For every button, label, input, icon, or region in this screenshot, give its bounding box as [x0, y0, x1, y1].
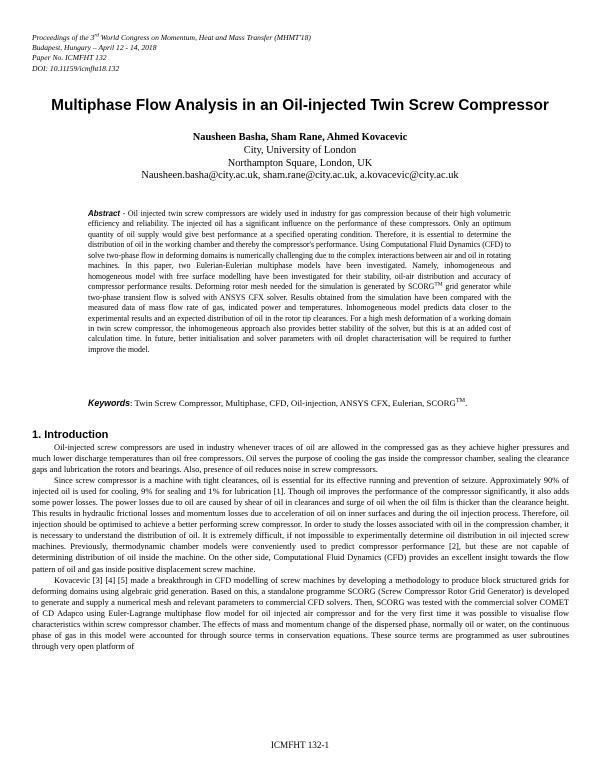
- author-block: [20, 132, 580, 183]
- keywords-text: : Twin Screw Compressor, Multiphase, CFD, Oil-injection, ANSYS CFX, Eulerian, SCORG: [130, 398, 456, 408]
- section-body: [32, 442, 569, 652]
- page-footer: ICMFHT 132-1: [270, 740, 330, 750]
- trademark-sup: TM: [434, 281, 443, 288]
- abstract-label: Abstract: [88, 209, 121, 218]
- author-emails: Nausheen.basha@city.ac.uk, sham.rane@city.ac.uk, a.kovacevic@city.ac.uk: [141, 170, 459, 182]
- author-names: Nausheen Basha, Sham Rane, Ahmed Kovacevic: [192, 132, 408, 143]
- abstract-text-1: - Oil injected twin screw compressors are widely used in industry for gas compression because of their high volumetric efficiency and reliability. The injected oil has a significant influence on the performance of these compressors. Only an optimum quantity of oil supply would give best performance at a specified operating condition. Therefore, it is essential to determine the distribution of oil in the working chamber and thereby the compressor's performance. Using Computational Fluid Dynamics (CFD) to solve two-phase flow in deforming domains is numerically challenging due to the complex interactions between air and oil in rotating machines. In this paper, two Eulerian-Eulerian multiphase models have been investigated. Namely, inhomogeneous and homogeneous model with free surface modelling have been investigated for their stability, oil-air distribution and accuracy of compressor performance results. Deforming rotor mesh needed for the simulation is generated by SCORG: [88, 209, 511, 292]
- abstract-text-2: grid generator while two-phase transient flow is solved with ANSYS CFX solver. Results obtained from the simulation have been compared with the measured data of mass flow rate of gas, indicated power and temperatures. Inhomogeneous model predicts data closer to the experimental results and an expected distribution of oil in the rotor tip clearances. For a high mesh deformation of a working domain in twin screw compressor, the inhomogeneous approach also provides better stability of the solver, but this is at an added cost of calculation time. In future, better initialisation and solver parameters with oil droplet characterisation will be required to further improve the model.: [88, 282, 512, 354]
- keywords: [88, 398, 511, 409]
- trademark-sup: TM: [455, 398, 466, 405]
- paragraph: Since screw compressor is a machine with tight clearances, oil is essential for its effective running and prevention of seizure. Approximately 90% of injected oil is used for cooling, 9% for sealing and 1% for lubrication [1]. Though oil improves the performance of the compressor significantly, it also adds some power losses. The power losses due to oil are caused by shear of oil in clearances and surge of oil when the oil film is thicker than the clearance height. This results in hydraulic frictional losses and momentum losses due to acceleration of oil on inner surfaces and during the oil injection process. Therefore, oil injection should be optimised to achieve a better performing screw compressor. In order to study the losses associated with oil in the compression chamber, it is necessary to understand the distribution of oil. It is extremely difficult, if not impossible to experimentally determine oil distribution in oil injected screw machines. Previously, thermodynamic chamber models were conveniently used to predict compressor performance [2], but these are not capable of determining distribution of oil inside the machine. On the other side, Computational Fluid Dynamics (CFD) provides an excellent insight towards the flow pattern of oil and gas inside positive displacement screw machine.: [32, 475, 569, 574]
- affiliation: City, University of London: [243, 144, 357, 156]
- paragraph: Kovacevic [3] [4] [5] made a breakthrough in CFD modelling of screw machines by developing a methodology to produce block structured grids for deforming domains using algebraic grid generation. Based on this, a standalone programme SCORG (Screw Compressor Rotor Grid Generator) is developed to generate and supply a numerical mesh and relevant parameters to commercial CFD solvers. Then, SCORG was tested with the commercial solver COMET of CD Adapco using Euler-Lagrange multiphase flow model for oil injected air compressor and for the very first time it was possible to visualise flow characteristics within screw compressor chamber. The effects of mass and momentum change of the dispersed phase, normally oil or water, on the continuous phase of gas in this model were accounted for through source terms in conservation equations. These source terms are programmed as user subroutines through very open platform of: [32, 574, 569, 651]
- abstract: [88, 209, 511, 355]
- proceedings-line: Proceedings of the 3rd World Congress on Momentum, Heat and Mass Transfer (MHMT'18): [32, 32, 311, 42]
- address: Northampton Square, London, UK: [227, 157, 373, 169]
- section-heading: 1. Introduction: [32, 429, 109, 441]
- paragraph: Oil-injected screw compressors are used in industry whenever traces of oil are allowed in the compressed gas as they achieve higher pressures and much lower discharge temperatures than oil free compressors. Oil serves the purpose of cooling the gas inside the compressor chamber, sealing the clearance gaps and lubrication the rotors and bearings. Also, presence of oil reduces noise in screw compressors.: [32, 442, 569, 475]
- paper-number: Paper No. ICMFHT 132: [32, 53, 107, 63]
- keywords-end: .: [465, 398, 468, 408]
- conference-location: Budapest, Hungary – April 12 - 14, 2018: [32, 43, 157, 53]
- paper-title: Multiphase Flow Analysis in an Oil-injected Twin Screw Compressor: [51, 97, 549, 114]
- keywords-label: Keywords: [88, 398, 131, 408]
- conference-header: [32, 33, 452, 74]
- doi: DOI: 10.11159/icmfht18.132: [32, 63, 120, 73]
